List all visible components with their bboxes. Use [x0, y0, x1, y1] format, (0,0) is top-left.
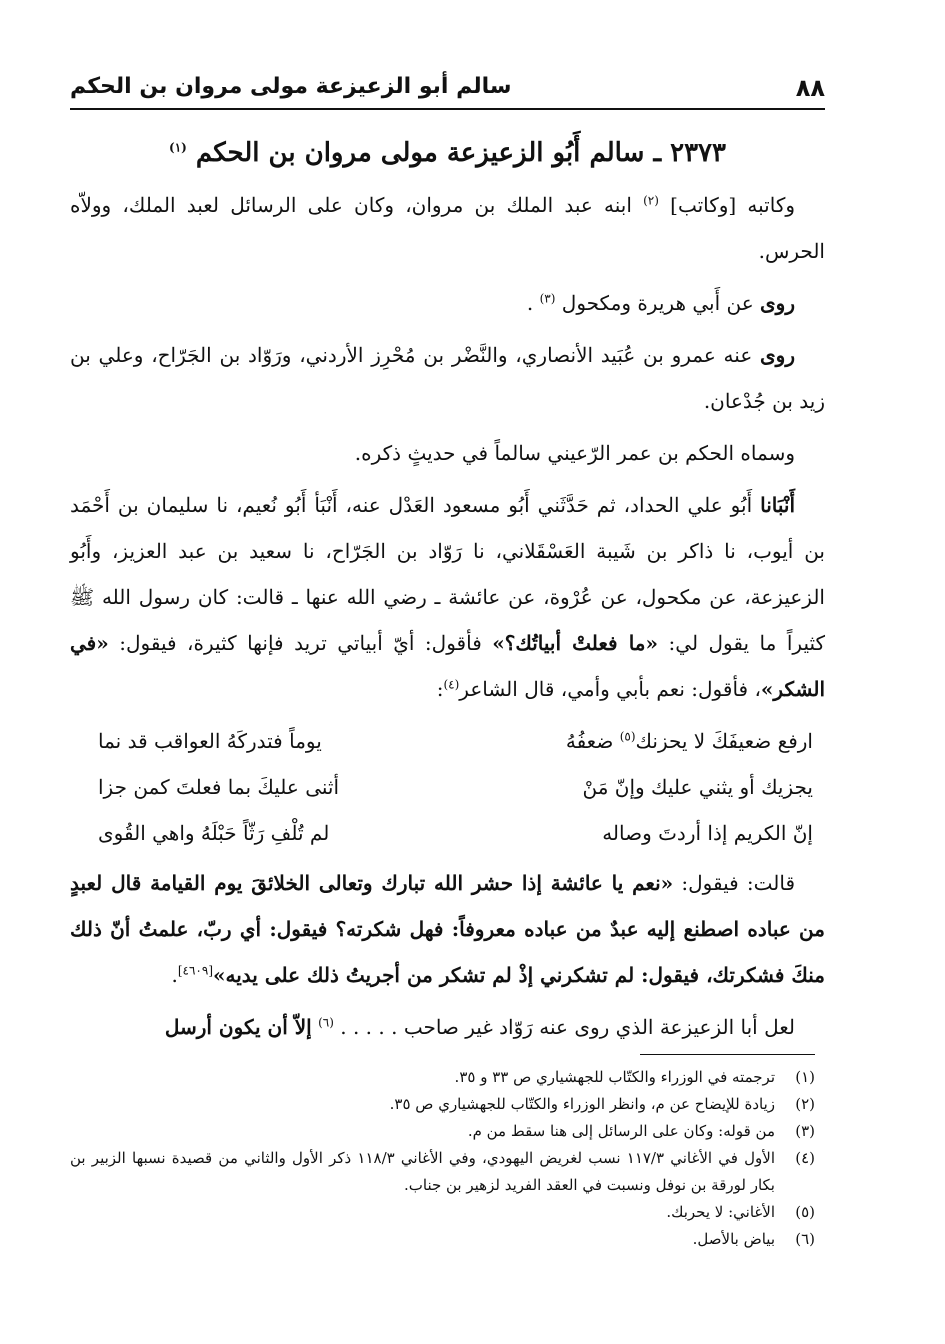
paragraph-2-end: . [526, 291, 534, 315]
paragraph-7 [70, 1004, 825, 1050]
paragraph-2-text: عن أَبي هريرة ومكحول [561, 291, 754, 315]
footnote-ref-5: (٥) [619, 729, 636, 744]
hadith-quote-3: «نعم يا عائشة إذا حشر الله تبارك وتعالى الخلائقَ يوم القيامة قال لعبدٍ من عباده اصطنع إليه عبدٌ من عباده معروفاً: فهل شكرته؟ فيقول: أي ربّ، علمتُ أنّ ذلك منكَ فشكرتك، فيقول: لم تشكرني إذْ لم تشكر من أجريتُ ذلك على يديه» [70, 871, 825, 987]
main-text [70, 130, 825, 1056]
paragraph-7-text-b: إلاّ أن يكون أرسل [164, 1015, 312, 1039]
poem-hemistich-first [470, 718, 813, 764]
paragraph-2-lead: روى [760, 291, 795, 315]
footnote-text: الأول في الأغاني ١١٧/٣ نسب لغريض اليهودي، وفي الأغاني ١١٨/٣ ذكر الأول والثاني من قصيدة نسبها الزبير بن بكار لورقة بن نوفل ونسبت في العقد الفريد لزهير بن جناب. [70, 1149, 776, 1194]
footnote-number: (٢) [795, 1095, 815, 1113]
paragraph-6 [70, 860, 825, 998]
paragraph-5-text-c: ، فأقول: نعم بأبي وأمي، قال الشاعر [459, 677, 761, 701]
poem-line [70, 764, 825, 810]
poem-hemistich-second: لم تُلْفِ رَثّاً حَبْلَهُ واهي القُوى [98, 821, 330, 845]
paragraph-5 [70, 482, 825, 712]
page-header [70, 68, 825, 110]
footnote-text: من قوله: وكان على الرسائل إلى هنا سقط من م. [467, 1122, 775, 1140]
footnote-number: (٥) [795, 1203, 815, 1221]
footnote-text: ترجمته في الوزراء والكتّاب للجهشياري ص ٣٣ و ٣٥. [454, 1068, 775, 1086]
paragraph-6-end: . [171, 963, 178, 987]
paragraph-5-text-b: فأقول: أيّ أبياتي تريد فإنها كثيرة، فيقول: [119, 631, 482, 655]
poem-h1-text: ارفع ضعيفَكَ لا يحزنك [635, 729, 813, 753]
paragraph-5-lead: أَنْبَانا [760, 493, 796, 517]
footnote-divider [640, 1054, 815, 1055]
hadith-quote-1: «ما فعلتْ أبياتُك؟» [492, 631, 659, 655]
hadith-number: [٤٦٠٩] [177, 963, 213, 978]
entry-title-text: ٢٣٧٣ ـ سالم أَبُو الزعيزعة مولى مروان بن الحكم [195, 138, 726, 168]
poem-hemistich-second: يوماً فتدركَهُ العواقب قد نما [98, 729, 322, 753]
paragraph-1 [70, 182, 825, 274]
footnotes [70, 1064, 815, 1253]
poem-hemistich-first: يجزيك أو يثني عليك وإنّ مَنْ [582, 775, 813, 799]
footnote-ref-2: (٢) [643, 193, 659, 208]
paragraph-3-lead: روى [760, 343, 795, 367]
footnote-number: (٣) [795, 1122, 815, 1140]
page-number: ٨٨ [795, 74, 825, 102]
paragraph-3-text: عنه عمرو بن عُبَيد الأنصاري، والنَّضْر بن مُحْرِز الأردني، ورَوّاد بن الجَرّاح، وعلي بن زيد بن جُدْعان. [70, 343, 825, 413]
footnote [70, 1226, 815, 1253]
paragraph-6-text: قالت: فيقول: [681, 871, 795, 895]
paragraph-4: وسماه الحكم بن عمر الرّعيني سالماً في حديثٍ ذكره. [354, 441, 795, 465]
footnote-ref-1: (١) [169, 140, 187, 155]
poem-line [70, 810, 825, 856]
poem-h1-text-b: ضعفُهُ [565, 729, 614, 753]
footnote-text: بياض بالأصل. [692, 1230, 775, 1248]
footnote-ref-6: (٦) [318, 1015, 334, 1030]
poem [70, 718, 825, 856]
footnote-number: (٤) [795, 1149, 815, 1167]
paragraph-1-text-a: وكاتبه [وكاتب] [670, 193, 796, 217]
poem-line [70, 718, 825, 764]
hadith-quote-2: «في الشكر» [70, 631, 825, 701]
footnote [70, 1064, 815, 1091]
paragraph-3 [70, 332, 825, 424]
running-title: سالم أبو الزعيزعة مولى مروان بن الحكم [70, 74, 512, 99]
paragraph-5-end: : [436, 677, 444, 701]
poem-hemistich-first: إنّ الكريم إذا أردتَ وصاله [602, 821, 813, 845]
footnote [70, 1118, 815, 1145]
footnote [70, 1091, 815, 1118]
paragraph-7-text-a: لعل أبا الزعيزعة الذي روى عنه رَوّاد غير صاحب . . . . . [340, 1015, 795, 1039]
footnote-number: (٦) [795, 1230, 815, 1248]
footnote-text: الأغاني: لا يحربك. [666, 1203, 775, 1221]
footnote-text: زيادة للإيضاح عن م، وانظر الوزراء والكتّاب للجهشياري ص ٣٥. [389, 1095, 775, 1113]
footnote [70, 1199, 815, 1226]
paragraph-2 [70, 280, 825, 326]
footnote-number: (١) [795, 1068, 815, 1086]
entry-title [70, 130, 825, 176]
footnote [70, 1145, 815, 1199]
paragraph-5-text-a: أَبُو علي الحداد، ثم حَدَّثَني أَبُو مسعود العَدْل عنه، أَنْبَأ أَبُو نُعيم، نا سليمان بن أَحْمَد بن أيوب، نا ذاكر بن شَيبة العَسْقَلاني، نا رَوّاد بن الجَرّاح، نا سعيد بن عبد العزيز، وأَبُو الزعيزعة، عن مكحول، عن عُرْوة، عن عائشة ـ رضي الله عنها ـ قالت: كان رسول الله ﷺ كثيراً ما يقول لي: [70, 493, 826, 655]
poem-hemistich-second: أثنى عليكَ بما فعلتَ كمن جزا [98, 775, 340, 799]
footnote-ref-4: (٤) [443, 677, 460, 692]
footnote-ref-3: (٣) [539, 291, 556, 306]
paragraph-1-text-b: ابنه عبد الملك بن مروان، وكان على الرسائل لعبد الملك، وولاّه الحرس. [70, 193, 825, 263]
